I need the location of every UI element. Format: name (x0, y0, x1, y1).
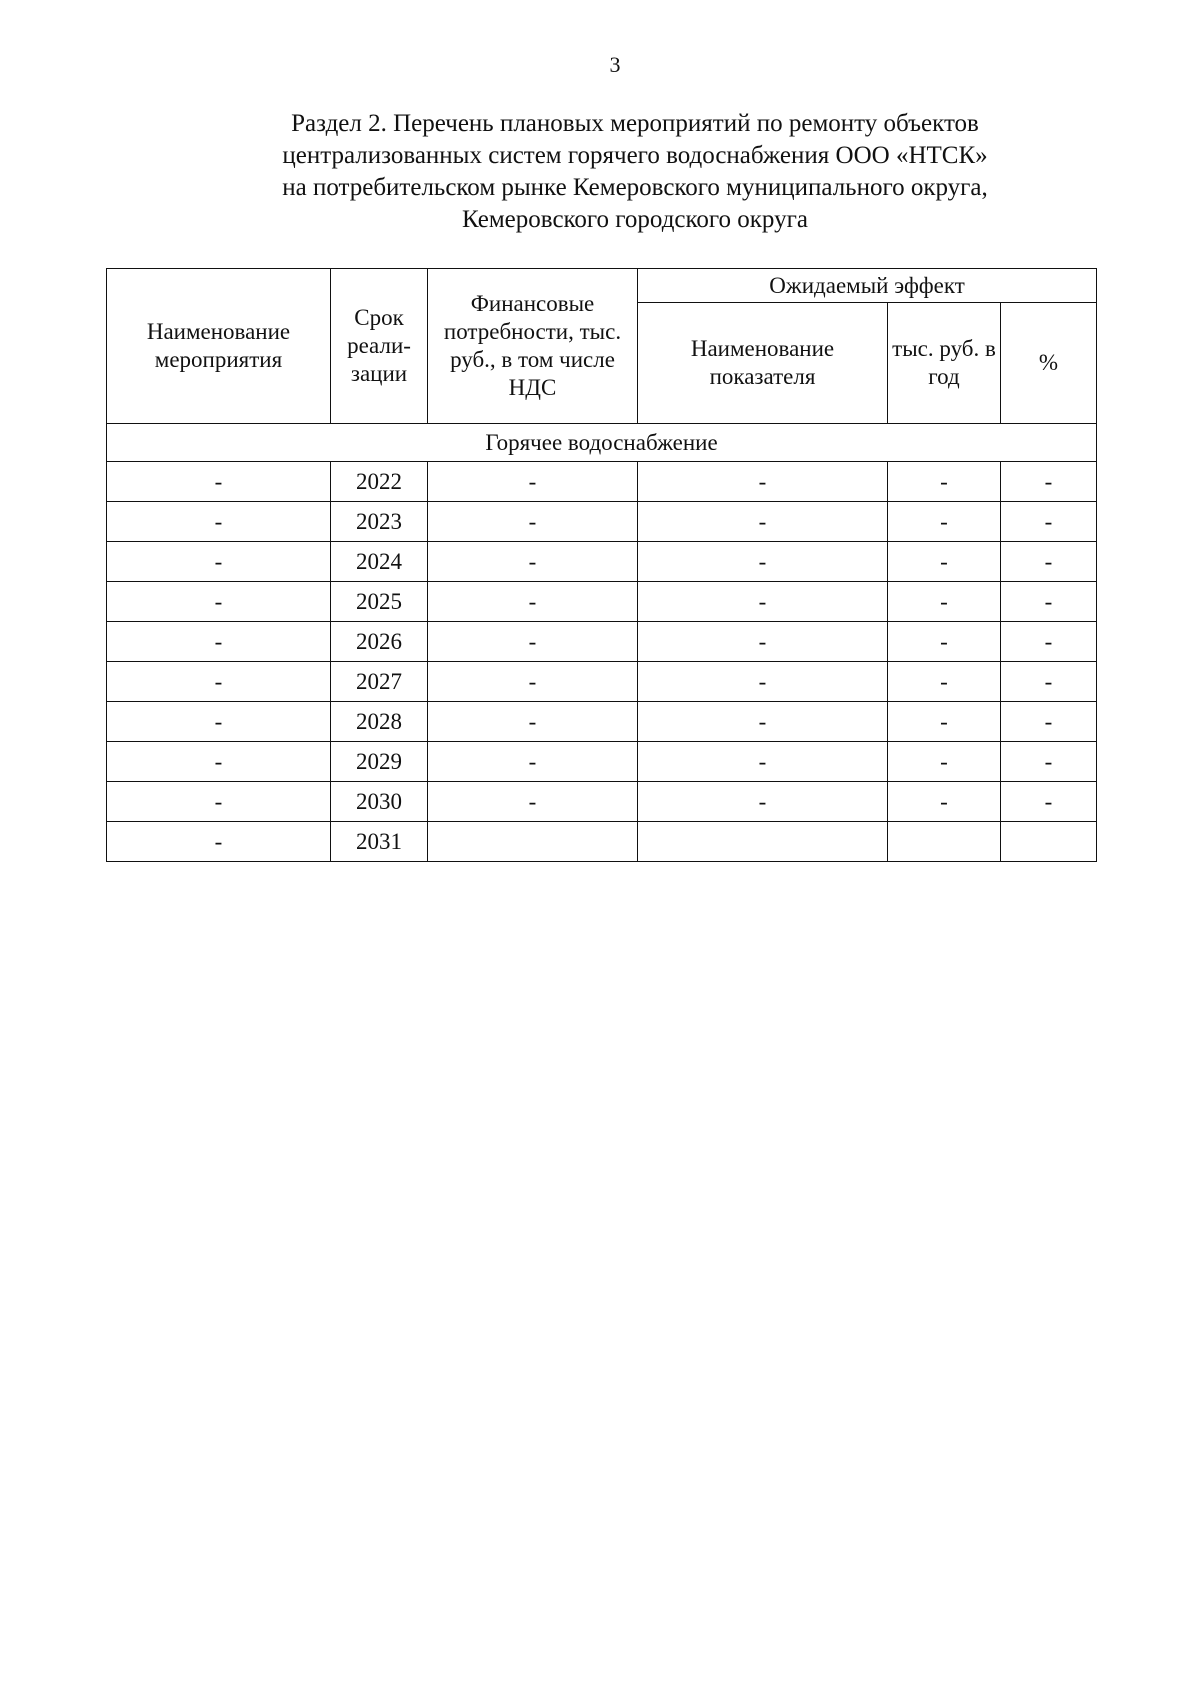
header-percent: % (1001, 303, 1097, 424)
cell-year: 2028 (331, 702, 428, 742)
table-row (107, 702, 1097, 742)
cell-rub: - (888, 702, 1001, 742)
cell-measure: - (107, 742, 331, 782)
header-finance: Финансовые потребности, тыс. руб., в том числе НДС (428, 269, 638, 424)
cell-measure: - (107, 822, 331, 862)
cell-measure: - (107, 582, 331, 622)
cell-finance: - (428, 622, 638, 662)
cell-measure: - (107, 502, 331, 542)
cell-finance: - (428, 542, 638, 582)
cell-percent (1001, 822, 1097, 862)
cell-finance: - (428, 782, 638, 822)
cell-year: 2025 (331, 582, 428, 622)
cell-percent: - (1001, 462, 1097, 502)
cell-measure: - (107, 542, 331, 582)
cell-indicator: - (638, 742, 888, 782)
cell-year: 2022 (331, 462, 428, 502)
table-row (107, 662, 1097, 702)
cell-year: 2027 (331, 662, 428, 702)
cell-percent: - (1001, 582, 1097, 622)
cell-indicator: - (638, 662, 888, 702)
header-term: Срок реали-зации (331, 269, 428, 424)
cell-indicator: - (638, 462, 888, 502)
cell-year: 2029 (331, 742, 428, 782)
cell-percent: - (1001, 662, 1097, 702)
cell-indicator (638, 822, 888, 862)
cell-rub: - (888, 582, 1001, 622)
cell-measure: - (107, 782, 331, 822)
table-row (107, 742, 1097, 782)
cell-finance: - (428, 702, 638, 742)
cell-rub: - (888, 622, 1001, 662)
cell-finance (428, 822, 638, 862)
cell-rub: - (888, 662, 1001, 702)
table-row (107, 502, 1097, 542)
cell-year: 2026 (331, 622, 428, 662)
cell-rub (888, 822, 1001, 862)
cell-percent: - (1001, 622, 1097, 662)
cell-rub: - (888, 502, 1001, 542)
table-row (107, 582, 1097, 622)
cell-year: 2031 (331, 822, 428, 862)
cell-indicator: - (638, 702, 888, 742)
cell-measure: - (107, 622, 331, 662)
table-row (107, 822, 1097, 862)
header-rub-per-year: тыс. руб. в год (888, 303, 1001, 424)
cell-percent: - (1001, 742, 1097, 782)
table-row (107, 462, 1097, 502)
cell-year: 2024 (331, 542, 428, 582)
title-line: на потребительском рынке Кемеровского муниципального округа, (282, 174, 988, 201)
title-line: Раздел 2. Перечень плановых мероприятий по ремонту объектов (291, 110, 979, 137)
cell-rub: - (888, 542, 1001, 582)
table-row (107, 622, 1097, 662)
cell-finance: - (428, 502, 638, 542)
cell-finance: - (428, 462, 638, 502)
measures-table (106, 268, 1097, 862)
table-row (107, 782, 1097, 822)
cell-measure: - (107, 462, 331, 502)
cell-percent: - (1001, 702, 1097, 742)
cell-year: 2023 (331, 502, 428, 542)
cell-indicator: - (638, 582, 888, 622)
cell-rub: - (888, 742, 1001, 782)
page-number: 3 (609, 52, 621, 77)
section-title (150, 108, 1120, 236)
cell-indicator: - (638, 542, 888, 582)
cell-percent: - (1001, 782, 1097, 822)
cell-measure: - (107, 702, 331, 742)
cell-finance: - (428, 662, 638, 702)
table-row (107, 542, 1097, 582)
header-expected-effect: Ожидаемый эффект (638, 269, 1097, 303)
cell-percent: - (1001, 542, 1097, 582)
cell-rub: - (888, 462, 1001, 502)
header-indicator-name: Наименование показателя (638, 303, 888, 424)
group-row-hot-water: Горячее водоснабжение (107, 424, 1097, 462)
title-line: Кемеровского городского округа (462, 206, 808, 233)
header-measure-name: Наименование мероприятия (107, 269, 331, 424)
title-line: централизованных систем горячего водоснабжения ООО «НТСК» (282, 142, 988, 169)
cell-indicator: - (638, 622, 888, 662)
cell-indicator: - (638, 502, 888, 542)
cell-indicator: - (638, 782, 888, 822)
cell-rub: - (888, 782, 1001, 822)
cell-measure: - (107, 662, 331, 702)
cell-percent: - (1001, 502, 1097, 542)
cell-year: 2030 (331, 782, 428, 822)
cell-finance: - (428, 582, 638, 622)
cell-finance: - (428, 742, 638, 782)
